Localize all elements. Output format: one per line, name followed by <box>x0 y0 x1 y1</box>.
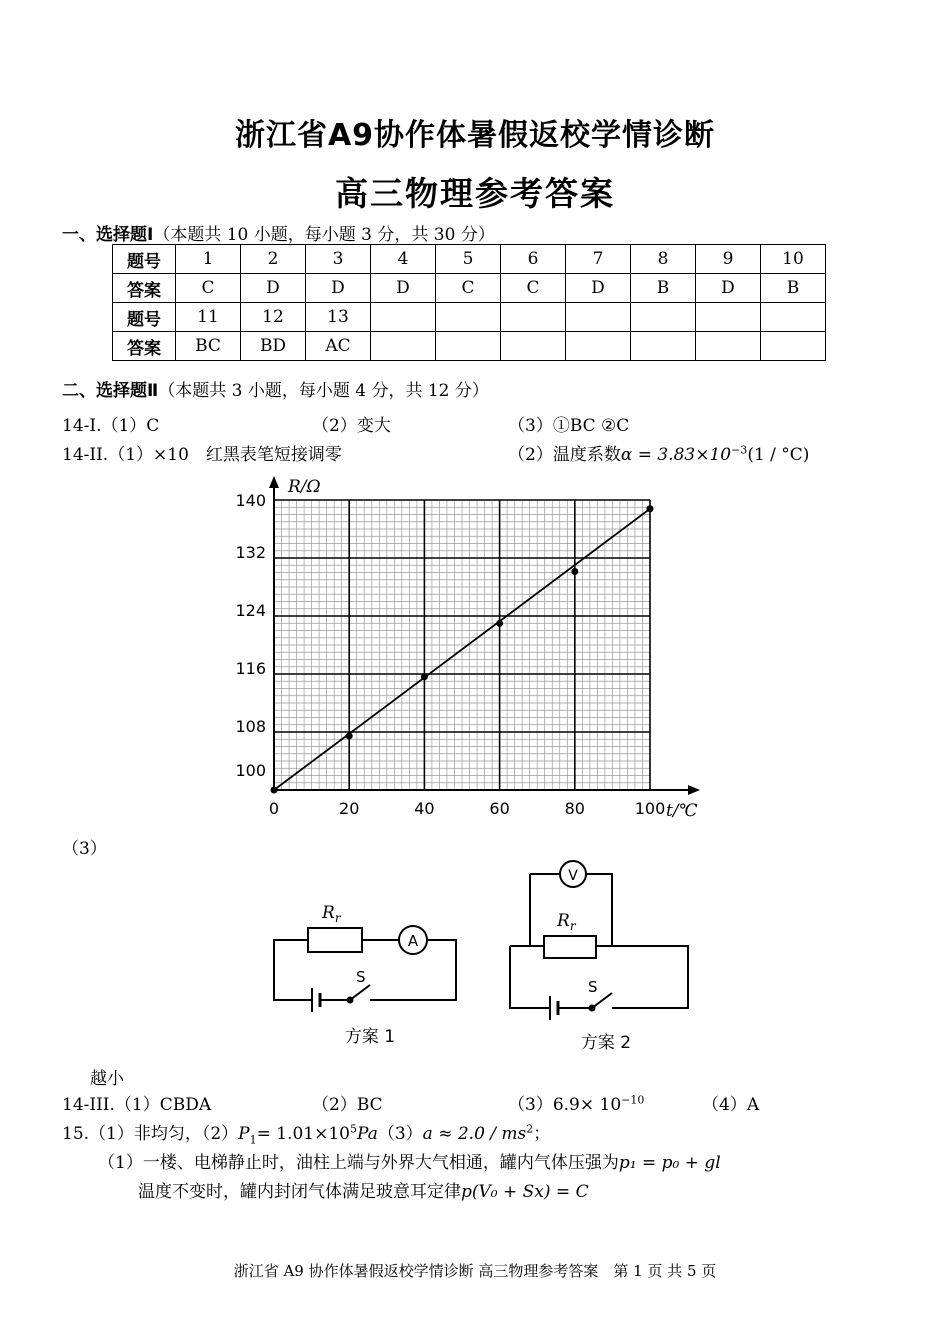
q14-1-part2: （2）变大 <box>312 416 391 436</box>
circuit2-resistor-label: $R_r$ <box>557 911 576 933</box>
y-tick-label: 108 <box>235 717 266 736</box>
x-axis-arrow <box>688 785 700 795</box>
data-point <box>271 787 278 794</box>
table-header-cell: 答案 <box>113 332 176 361</box>
table-cell: 5 <box>436 245 501 274</box>
table-cell: 6 <box>501 245 566 274</box>
q14-3-part2: （2）BC <box>312 1095 383 1115</box>
circuit1-switch-label: S <box>356 968 366 986</box>
x-axis-label: t/℃ <box>666 801 698 821</box>
page-subtitle: 高三物理参考答案 <box>335 174 615 213</box>
q14-2-label: （2）温度系数 <box>508 445 621 465</box>
q14-2-exponent: −3 <box>731 443 748 457</box>
table-cell: D <box>371 274 436 303</box>
page-title: 浙江省A9协作体暑假返校学情诊断 <box>234 118 716 153</box>
q15-line3-text: 温度不变时，罐内封闭气体满足玻意耳定律 <box>138 1182 461 1202</box>
section1-note: （本题共 10 小题，每小题 3 分，共 30 分） <box>153 225 495 245</box>
q15-line3-formula: p(V₀ + Sx) = C <box>461 1182 589 1202</box>
q15-line2-text: （1）一楼、电梯静止时，油柱上端与外界大气相通，罐内气体压强为 <box>98 1153 619 1173</box>
table-cell <box>566 332 631 361</box>
x-tick-label: 20 <box>339 799 360 818</box>
table-cell: 2 <box>241 245 306 274</box>
table-cell: 3 <box>306 245 371 274</box>
q14-2-part2 <box>508 440 809 465</box>
table-cell: C <box>176 274 241 303</box>
table-row <box>113 274 826 303</box>
q14-3-label: （3） <box>62 839 107 859</box>
y-tick-label: 116 <box>235 659 266 678</box>
q14-1-part1: 14-I.（1）C <box>62 416 160 436</box>
q14-3-part4: （4）A <box>702 1095 760 1115</box>
table-header-cell: 题号 <box>113 303 176 332</box>
q15-pressure-unit: Pa <box>357 1124 378 1144</box>
table-cell: 10 <box>761 245 826 274</box>
table-cell: C <box>501 274 566 303</box>
table-cell: D <box>241 274 306 303</box>
table-cell <box>371 332 436 361</box>
table-cell: BD <box>241 332 306 361</box>
table-cell <box>501 332 566 361</box>
q15-line3 <box>138 1177 589 1202</box>
table-cell: AC <box>306 332 371 361</box>
q15-pressure-symbol: P <box>238 1124 250 1144</box>
resistance-temperature-chart <box>220 472 720 832</box>
section1-heading <box>62 220 495 245</box>
table-row <box>113 332 826 361</box>
q15-line1 <box>62 1119 550 1146</box>
q15-line2-formula: p₁ = p₀ + gl <box>618 1153 721 1173</box>
table-cell: B <box>761 274 826 303</box>
table-cell: D <box>566 274 631 303</box>
q14-2-part1: 14-II.（1）×10 红黑表笔短接调零 <box>62 445 342 465</box>
table-cell <box>761 303 826 332</box>
data-point <box>421 673 428 680</box>
q15-pressure-exp: 5 <box>350 1122 358 1136</box>
page-footer: 浙江省 A9 协作体暑假返校学情诊断 高三物理参考答案 第 1 页 共 5 页 <box>233 1262 717 1280</box>
table-cell <box>696 332 761 361</box>
q14-3-value: （3）6.9× 10 <box>508 1095 622 1115</box>
table-cell: D <box>306 274 371 303</box>
y-axis-label: R/Ω <box>288 477 321 497</box>
circuit1-meter-label: A <box>407 932 419 950</box>
table-cell <box>501 303 566 332</box>
x-tick-label: 0 <box>268 799 280 818</box>
table-cell <box>371 303 436 332</box>
table-cell <box>436 303 501 332</box>
q15-accel: a ≈ 2.0 / ms <box>422 1124 527 1144</box>
circuit1-caption: 方案 1 <box>344 1027 396 1047</box>
section2-heading <box>62 376 489 401</box>
x-tick-label: 80 <box>564 799 585 818</box>
table-cell: B <box>631 274 696 303</box>
q14-3-exponent: −10 <box>621 1093 645 1107</box>
q15-part3: （3） <box>377 1124 423 1144</box>
table-cell: 12 <box>241 303 306 332</box>
resistor-icon-2 <box>544 936 596 958</box>
y-tick-label: 100 <box>235 761 266 780</box>
resistor-icon-1 <box>308 928 362 952</box>
circuit2-meter-label: V <box>568 868 578 884</box>
table-cell: 9 <box>696 245 761 274</box>
table-cell <box>631 303 696 332</box>
q15-prefix: 15.（1）非均匀，（2） <box>62 1124 239 1144</box>
q15-end: ； <box>533 1124 551 1144</box>
section1-title: 一、选择题Ⅰ <box>62 225 154 245</box>
table-header-cell: 答案 <box>113 274 176 303</box>
q14-1-part3: （3）①BC ②C <box>508 416 630 436</box>
table-cell: C <box>436 274 501 303</box>
circuit1-resistor-label: $R_r$ <box>322 903 341 925</box>
table-cell: D <box>696 274 761 303</box>
table-cell <box>566 303 631 332</box>
table-cell <box>761 332 826 361</box>
data-point <box>647 505 654 512</box>
section2-title: 二、选择题Ⅱ <box>62 381 159 401</box>
y-axis-arrow <box>269 476 279 488</box>
answer-conclusion: 越小 <box>90 1069 124 1089</box>
circuit-diagrams <box>260 860 720 1060</box>
section2-note: （本题共 3 小题，每小题 4 分，共 12 分） <box>158 381 489 401</box>
table-cell <box>436 332 501 361</box>
circuit2-caption: 方案 2 <box>580 1033 632 1053</box>
q15-pressure-value: = 1.01×10 <box>256 1124 351 1144</box>
q15-line2 <box>98 1148 721 1173</box>
y-tick-label: 140 <box>235 491 266 510</box>
table-header-cell: 题号 <box>113 245 176 274</box>
table-row <box>113 245 826 274</box>
table-cell: 8 <box>631 245 696 274</box>
table-cell: 1 <box>176 245 241 274</box>
table-cell: BC <box>176 332 241 361</box>
circuit2-diagram <box>510 861 688 1020</box>
x-tick-label: 100 <box>634 799 666 818</box>
x-tick-label: 40 <box>414 799 435 818</box>
table-cell: 4 <box>371 245 436 274</box>
q14-2-unit: (1 / °C) <box>747 445 810 465</box>
q14-2-formula: α = 3.83×10 <box>620 445 732 465</box>
table-row <box>113 303 826 332</box>
q14-3-part1: 14-III.（1）CBDA <box>62 1095 212 1115</box>
q15-pressure-sub: 1 <box>249 1133 257 1147</box>
q15-accel-exp: 2 <box>526 1122 534 1136</box>
q14-3-part3 <box>508 1090 644 1115</box>
table-cell: 7 <box>566 245 631 274</box>
answer-table <box>112 244 826 361</box>
data-point <box>346 733 353 740</box>
data-point <box>571 568 578 575</box>
table-cell: 11 <box>176 303 241 332</box>
x-tick-label: 60 <box>489 799 510 818</box>
table-cell: 13 <box>306 303 371 332</box>
y-tick-label: 132 <box>235 543 266 562</box>
table-cell <box>631 332 696 361</box>
table-cell <box>696 303 761 332</box>
data-point <box>496 620 503 627</box>
y-tick-label: 124 <box>235 601 266 620</box>
circuit2-switch-label: S <box>588 978 598 996</box>
